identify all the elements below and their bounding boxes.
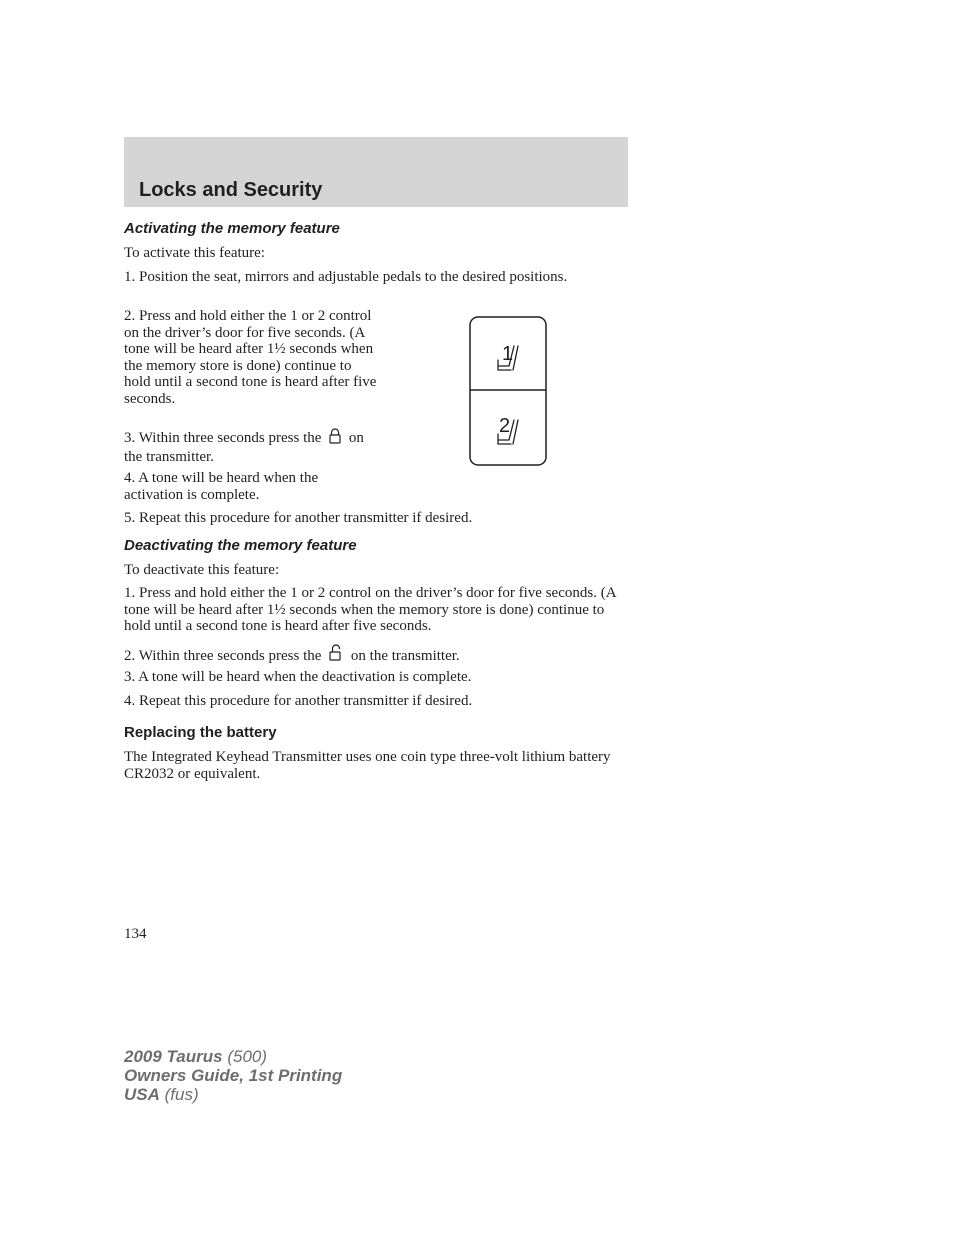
footer-market-code: (fus) (164, 1085, 199, 1104)
footer-line-2: Owners Guide, 1st Printing (124, 1066, 343, 1085)
unlock-icon (327, 644, 345, 667)
section-title: Locks and Security (139, 179, 323, 201)
footer-print-info (124, 1047, 342, 1104)
memory-button-1-label: 1 (502, 343, 514, 365)
battery-text: The Integrated Keyhead Transmitter uses one coin type three-volt lithium battery CR2032 or equivalent. (124, 749, 611, 782)
footer-line-1 (124, 1047, 342, 1066)
deactivating-step-3: 3. A tone will be heard when the deactivation is complete. (124, 669, 472, 685)
memory-seat-control-panel (469, 316, 547, 466)
battery-heading: Replacing the battery (124, 724, 277, 741)
activating-intro: To activate this feature: (124, 245, 265, 261)
footer-market: USA (124, 1085, 160, 1104)
memory-button-2-label: 2 (499, 415, 511, 437)
activating-step-3-text-after: on the transmitter. (124, 430, 364, 465)
activating-step-2: 2. Press and hold either the 1 or 2 control on the driver’s door for five seconds. (A tone will be heard after 1½ seconds when the memory store is done) continue to hold until a second tone is heard after five seconds. (124, 308, 377, 407)
activating-step-3-text-before: 3. Within three seconds press the (124, 430, 322, 446)
lock-icon (327, 428, 343, 449)
page-number: 134 (124, 926, 147, 942)
footer-line-3 (124, 1085, 342, 1104)
deactivating-step-4: 4. Repeat this procedure for another transmitter if desired. (124, 693, 473, 709)
activating-heading: Activating the memory feature (124, 220, 340, 237)
footer-model: 2009 Taurus (124, 1047, 223, 1066)
deactivating-heading: Deactivating the memory feature (124, 537, 357, 554)
deactivating-step-1: 1. Press and hold either the 1 or 2 control on the driver’s door for five seconds. (A tone will be heard after 1½ seconds when the memory store is done) continue to hold until a second tone is heard after five seconds. (124, 585, 616, 634)
activating-step-4: 4. A tone will be heard when the activation is complete. (124, 470, 319, 503)
activating-step-5: 5. Repeat this procedure for another transmitter if desired. (124, 510, 473, 526)
section-header-band (124, 137, 628, 207)
footer-model-code: (500) (227, 1047, 268, 1066)
deactivating-step-2-text-before: 2. Within three seconds press the (124, 648, 322, 664)
deactivating-step-2 (124, 644, 629, 667)
activating-step-3 (124, 428, 379, 465)
deactivating-step-2-text-after: on the transmitter. (350, 648, 460, 664)
activating-step-1: 1. Position the seat, mirrors and adjustable pedals to the desired positions. (124, 269, 568, 285)
deactivating-intro: To deactivate this feature: (124, 562, 280, 578)
